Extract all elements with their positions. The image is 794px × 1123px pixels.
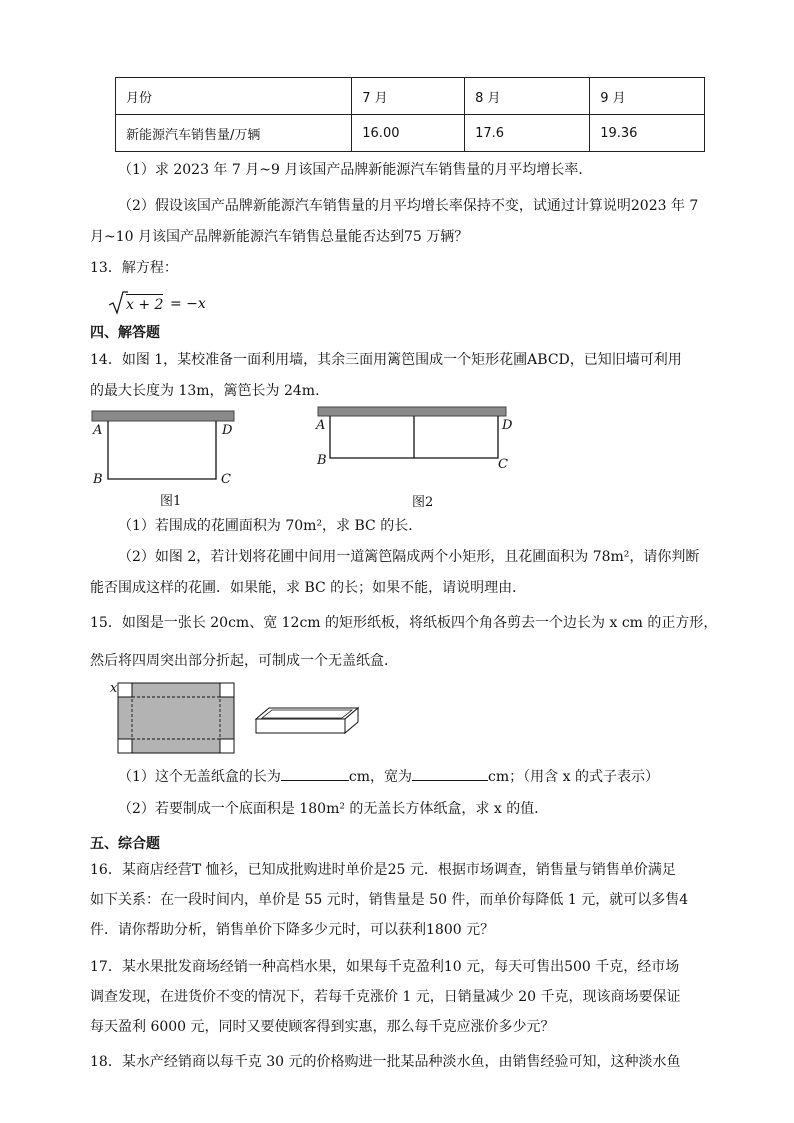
table-cell: 月份 bbox=[116, 78, 352, 115]
q18-line1: 18．某水产经销商以每千克 30 元的价格购进一批某品种淡水鱼，由销售经验可知，这种淡水鱼 bbox=[90, 1054, 681, 1070]
section-heading-4: 四、解答题 bbox=[90, 325, 160, 341]
q15-part1 bbox=[118, 766, 659, 787]
table-cell: 16.00 bbox=[352, 115, 465, 152]
fig1-label-c: C bbox=[221, 472, 231, 487]
fence bbox=[108, 421, 216, 479]
box-front bbox=[256, 719, 345, 733]
table-cell: 8 月 bbox=[465, 78, 590, 115]
figure-2 bbox=[318, 407, 518, 467]
table-cell: 19.36 bbox=[590, 115, 705, 152]
q12-part2-line1: （2）假设该国产品牌新能源汽车销售量的月平均增长率保持不变，试通过计算说明2023 年 7 bbox=[118, 198, 699, 214]
q12-part1: （1）求 2023 年 7 月~9 月该国产品牌新能源汽车销售量的月平均增长率． bbox=[118, 162, 593, 178]
q15-part1-text-c: cm；（用含 x 的式子表示） bbox=[488, 769, 659, 785]
q16-line1: 16．某商店经营T 恤衫，已知成批购进时单价是25 元．根据市场调查，销售量与销售单价满足 bbox=[90, 862, 676, 878]
corner-square bbox=[220, 683, 234, 697]
q15-part1-text-a: （1）这个无盖纸盒的长为 bbox=[118, 769, 281, 785]
q17-line1: 17．某水果批发商场经销一种高档水果，如果每千克盈利10 元，每天可售出500 千克，经市场 bbox=[90, 959, 680, 975]
table-cell: 17.6 bbox=[465, 115, 590, 152]
q14-part2-line2: 能否围成这样的花圃．如果能，求 BC 的长；如果不能，请说明理由． bbox=[90, 580, 527, 596]
section-heading-5: 五、综合题 bbox=[90, 836, 160, 852]
corner-square bbox=[118, 683, 132, 697]
fig1-label-b: B bbox=[93, 472, 103, 487]
cardboard-figure bbox=[118, 683, 238, 755]
q14-part1: （1）若围成的花圃面积为 70m²，求 BC 的长． bbox=[118, 518, 423, 534]
fig2-label-a: A bbox=[316, 418, 326, 433]
fig1-label-a: A bbox=[93, 423, 103, 438]
figure-1 bbox=[92, 411, 242, 481]
cardboard-fill bbox=[118, 683, 234, 753]
box-figure bbox=[256, 706, 366, 738]
q14-line2: 的最大长度为 13m，篱笆长为 24m. bbox=[90, 383, 320, 399]
table-row bbox=[116, 78, 705, 115]
wall bbox=[318, 407, 506, 416]
corner-square bbox=[118, 739, 132, 753]
q13-radicand: x + 2 bbox=[126, 294, 163, 314]
q16-line3: 件．请你帮助分析，销售单价下降多少元时，可以获利1800 元？ bbox=[90, 922, 495, 938]
answer-blank-width[interactable] bbox=[412, 766, 488, 781]
q15-line1: 15．如图是一张长 20cm、宽 12cm 的矩形纸板，将纸板四个角各剪去一个边长为 x cm 的正方形， bbox=[90, 615, 718, 631]
q15-line2: 然后将四周突出部分折起，可制成一个无盖纸盒． bbox=[90, 653, 398, 669]
answer-blank-length[interactable] bbox=[281, 766, 349, 781]
q17-line2: 调查发现，在进货价不变的情况下，若每千克涨价 1 元，日销量减少 20 千克，现该商场要保证 bbox=[90, 989, 681, 1005]
fig2-caption: 图2 bbox=[412, 495, 434, 510]
wall bbox=[92, 411, 234, 421]
fig2-label-d: D bbox=[502, 418, 513, 433]
q14-part2-line1: （2）如图 2，若计划将花圃中间用一道篱笆隔成两个小矩形，且花圃面积为 78m²，请你判断 bbox=[118, 549, 700, 565]
sales-table bbox=[115, 77, 705, 152]
q13-stem: 13．解方程： bbox=[90, 260, 178, 276]
corner-square bbox=[220, 739, 234, 753]
fig2-label-b: B bbox=[317, 453, 327, 468]
q15-part1-text-b: cm，宽为 bbox=[348, 769, 413, 785]
fig1-caption: 图1 bbox=[160, 494, 182, 509]
q14-line1: 14．如图 1，某校准备一面利用墙，其余三面用篱笆围成一个矩形花圃ABCD，已知旧墙可利用 bbox=[90, 352, 682, 368]
q15-part2: （2）若要制成一个底面积是 180m² 的无盖长方体纸盒，求 x 的值． bbox=[118, 801, 549, 817]
table-row bbox=[116, 115, 705, 152]
q16-line2: 如下关系：在一段时间内，单价是 55 元时，销售量是 50 件，而单价每降低 1 元，就可以多售4 bbox=[90, 892, 689, 908]
fig3-label-x: x bbox=[110, 681, 118, 696]
table-cell: 新能源汽车销售量/万辆 bbox=[116, 115, 352, 152]
table-cell: 7 月 bbox=[352, 78, 465, 115]
q17-line3: 每天盈利 6000 元，同时又要使顾客得到实惠，那么每千克应涨价多少元？ bbox=[90, 1019, 555, 1035]
fig2-label-c: C bbox=[498, 457, 508, 472]
sqrt-sign bbox=[108, 291, 128, 315]
q12-part2-line2: 月~10 月该国产品牌新能源汽车销售总量能否达到75 万辆？ bbox=[90, 229, 469, 245]
table-cell: 9 月 bbox=[590, 78, 705, 115]
q13-rhs: = −x bbox=[170, 296, 206, 312]
fig1-label-d: D bbox=[222, 423, 233, 438]
